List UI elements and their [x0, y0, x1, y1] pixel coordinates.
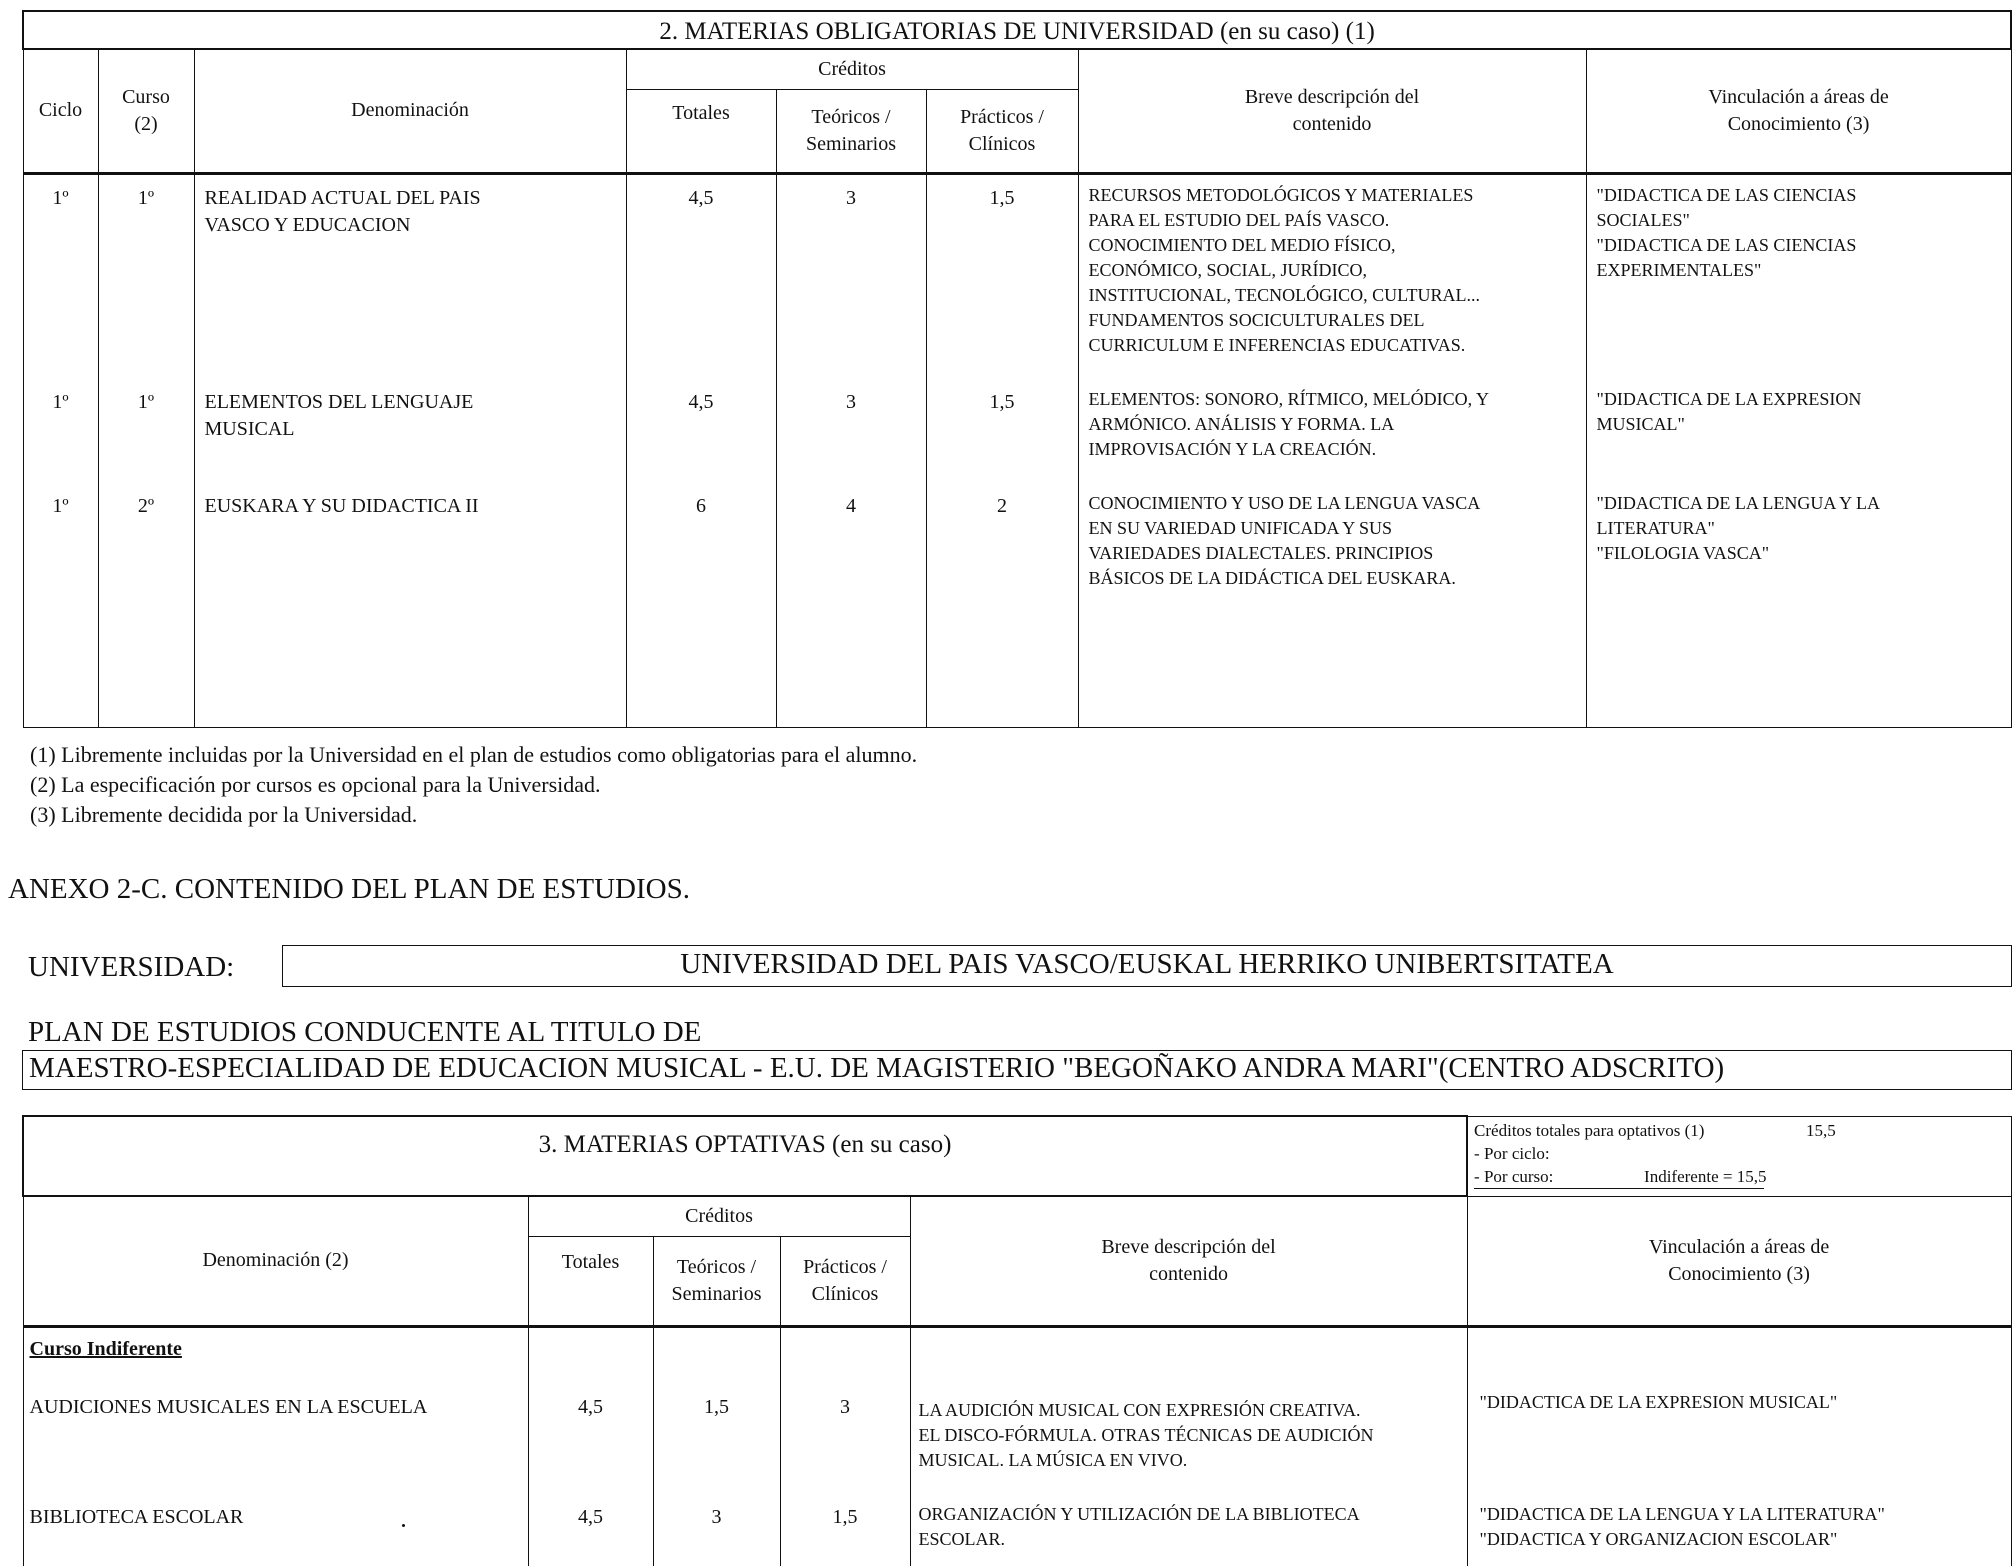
col-totales — [626, 173, 776, 727]
vinculacion-line: SOCIALES" — [1596, 209, 1690, 230]
header-descripcion-line2: contenido — [1292, 112, 1372, 135]
opt-header-practicos — [780, 1236, 910, 1326]
col-curso — [98, 173, 194, 727]
table-row-vinculacion — [1597, 491, 1881, 566]
creditos-totales-label: Créditos totales para optativos (1) — [1474, 1120, 1705, 1140]
footnote-1: (1) Libremente incluidas por la Universidad en el plan de estudios como obligatorias para el alumno. — [30, 742, 918, 767]
creditos-info — [1467, 1116, 2011, 1196]
table-row-curso: 1º — [137, 186, 155, 209]
table-row-descripcion — [1089, 183, 1480, 358]
col-teoricos — [776, 173, 926, 727]
header-teoricos-line1: Teóricos / — [811, 105, 891, 128]
header-practicos-line2: Clínicos — [968, 132, 1036, 155]
header-totales: Totales — [626, 89, 776, 173]
header-curso-line2: (2) — [134, 112, 158, 135]
vinculacion-line: "DIDACTICA DE LA LENGUA Y LA — [1596, 492, 1880, 513]
table-row-totales: 4,5 — [578, 1395, 603, 1418]
vinculacion-line: "DIDACTICA DE LA EXPRESION — [1596, 388, 1862, 409]
descripcion-line: CONOCIMIENTO Y USO DE LA LENGUA VASCA — [1088, 492, 1481, 513]
group-label: Curso Indiferente — [29, 1337, 182, 1360]
table-row-descripcion — [919, 1398, 1374, 1473]
universidad-label: UNIVERSIDAD: — [28, 951, 235, 983]
footnote-3: (3) Libremente decidida por la Universidad. — [30, 802, 418, 827]
header-teoricos — [776, 89, 926, 173]
table-row-curso: 1º — [137, 390, 155, 413]
header-curso-line1: Curso — [122, 85, 170, 108]
vinculacion-line: "FILOLOGIA VASCA" — [1596, 542, 1770, 563]
table-row-ciclo: 1º — [52, 494, 69, 517]
opt-header-descripcion-line1: Breve descripción del — [1101, 1235, 1276, 1258]
creditos-totales-line — [1474, 1119, 2005, 1142]
header-teoricos-line2: Seminarios — [806, 132, 896, 155]
descripcion-line: ELEMENTOS: SONORO, RÍTMICO, MELÓDICO, Y — [1088, 388, 1489, 409]
opt-col-vinculacion — [1467, 1326, 2011, 1566]
table-row-curso: 2º — [137, 494, 155, 517]
opt-header-practicos-line1: Prácticos / — [803, 1255, 887, 1278]
table-row-totales: 6 — [696, 494, 706, 517]
denominacion-line: MUSICAL — [204, 417, 295, 440]
opt-header-creditos: Créditos — [528, 1196, 910, 1236]
table-row-teoricos: 3 — [846, 390, 856, 413]
plan-value-box — [22, 1050, 2012, 1090]
opt-header-totales: Totales — [528, 1236, 653, 1326]
denominacion-line: REALIDAD ACTUAL DEL PAIS — [204, 186, 481, 209]
opt-header-vinculacion-line2: Conocimiento (3) — [1668, 1262, 1810, 1285]
vinculacion-line: "DIDACTICA DE LAS CIENCIAS — [1596, 234, 1857, 255]
plan-value: MAESTRO-ESPECIALIDAD DE EDUCACION MUSICAL - E.U. DE MAGISTERIO "BEGOÑAKO ANDRA MARI"(CENTRO ADSCRITO) — [29, 1052, 1725, 1084]
table-row-denominacion — [205, 493, 479, 520]
header-practicos — [926, 89, 1078, 173]
descripcion-line: PARA EL ESTUDIO DEL PAÍS VASCO. — [1088, 209, 1390, 230]
vinculacion-line: "DIDACTICA DE LA EXPRESION MUSICAL" — [1479, 1391, 1838, 1412]
descripcion-line: ECONÓMICO, SOCIAL, JURÍDICO, — [1088, 259, 1368, 280]
header-descripcion — [1078, 49, 1586, 173]
table-row-vinculacion — [1597, 183, 1857, 283]
por-curso-label: - Por curso: — [1474, 1166, 1554, 1186]
descripcion-line: BÁSICOS DE LA DIDÁCTICA DEL EUSKARA. — [1088, 567, 1456, 588]
table-row-denominacion: BIBLIOTECA ESCOLAR — [29, 1505, 244, 1528]
opt-col-descripcion — [910, 1326, 1467, 1566]
denominacion-line: ELEMENTOS DEL LENGUAJE — [204, 390, 474, 413]
table-row-ciclo: 1º — [52, 390, 69, 413]
opt-header-teoricos-line1: Teóricos / — [676, 1255, 757, 1278]
table-row-practicos: 3 — [840, 1395, 850, 1418]
opt-col-totales — [528, 1326, 653, 1566]
descripcion-line: CURRICULUM E INFERENCIAS EDUCATIVAS. — [1088, 334, 1466, 355]
descripcion-line: ARMÓNICO. ANÁLISIS Y FORMA. LA — [1088, 413, 1395, 434]
creditos-totales-value: 15,5 — [1806, 1120, 1836, 1140]
table-row-vinculacion — [1480, 1390, 1838, 1415]
plan-label: PLAN DE ESTUDIOS CONDUCENTE AL TITULO DE — [28, 1016, 702, 1048]
table2-body — [23, 173, 2011, 727]
ink-dot — [402, 1524, 405, 1527]
por-curso-line — [1474, 1165, 1767, 1189]
opt-header-practicos-line2: Clínicos — [811, 1282, 879, 1305]
header-vinculacion-line1: Vinculación a áreas de — [1708, 85, 1889, 108]
descripcion-line: ORGANIZACIÓN Y UTILIZACIÓN DE LA BIBLIOTECA — [918, 1503, 1360, 1524]
vinculacion-line: "DIDACTICA DE LAS CIENCIAS — [1596, 184, 1857, 205]
col-denominacion — [194, 173, 626, 727]
footnote-2: (2) La especificación por cursos es opcional para la Universidad. — [30, 772, 601, 797]
descripcion-line: FUNDAMENTOS SOCICULTURALES DEL — [1088, 309, 1425, 330]
opt-header-teoricos-line2: Seminarios — [671, 1282, 762, 1305]
opt-header-descripcion — [910, 1196, 1467, 1326]
header-vinculacion-line2: Conocimiento (3) — [1727, 112, 1870, 135]
descripcion-line: ESCOLAR. — [918, 1528, 1006, 1549]
table-materias-obligatorias — [22, 10, 2012, 728]
opt-col-teoricos — [653, 1326, 780, 1566]
table-row-totales: 4,5 — [688, 186, 714, 209]
opt-header-vinculacion — [1467, 1196, 2011, 1326]
vinculacion-line: LITERATURA" — [1596, 517, 1715, 538]
universidad-value-box — [282, 945, 2012, 987]
col-descripcion — [1078, 173, 1586, 727]
descripcion-line: INSTITUCIONAL, TECNOLÓGICO, CULTURAL... — [1088, 284, 1480, 305]
table-row-practicos: 1,5 — [989, 186, 1015, 209]
col-ciclo — [23, 173, 98, 727]
opt-header-vinculacion-line1: Vinculación a áreas de — [1648, 1235, 1830, 1258]
table-row-denominacion — [205, 389, 474, 443]
header-practicos-line1: Prácticos / — [960, 105, 1044, 128]
denominacion-line: EUSKARA Y SU DIDACTICA II — [204, 494, 479, 517]
table-row-practicos: 1,5 — [832, 1505, 858, 1528]
opt-col-practicos — [780, 1326, 910, 1566]
table-row-practicos: 1,5 — [989, 390, 1015, 413]
footnotes — [30, 740, 917, 830]
table-row-ciclo: 1º — [52, 186, 69, 209]
por-curso-value: Indiferente = 15,5 — [1644, 1166, 1767, 1186]
table-row-descripcion — [919, 1502, 1360, 1552]
header-vinculacion — [1586, 49, 2011, 173]
table-row-practicos: 2 — [997, 494, 1007, 517]
opt-header-denominacion: Denominación (2) — [23, 1196, 528, 1326]
descripcion-line: CONOCIMIENTO DEL MEDIO FÍSICO, — [1088, 234, 1396, 255]
vinculacion-line: "DIDACTICA Y ORGANIZACION ESCOLAR" — [1479, 1528, 1838, 1549]
header-ciclo: Ciclo — [23, 49, 98, 173]
table2-title: 2. MATERIAS OBLIGATORIAS DE UNIVERSIDAD (en su caso) (1) — [23, 11, 2011, 49]
denominacion-line: VASCO Y EDUCACION — [204, 213, 411, 236]
por-ciclo-line: - Por ciclo: — [1474, 1143, 1550, 1163]
descripcion-line: VARIEDADES DIALECTALES. PRINCIPIOS — [1088, 542, 1434, 563]
table-row-teoricos: 4 — [846, 494, 856, 517]
table-row-descripcion — [1089, 387, 1490, 462]
table-row-totales: 4,5 — [578, 1505, 603, 1528]
vinculacion-line: EXPERIMENTALES" — [1596, 259, 1762, 280]
opt-col-denominacion — [23, 1326, 528, 1566]
descripcion-line: EL DISCO-FÓRMULA. OTRAS TÉCNICAS DE AUDICIÓN — [918, 1424, 1374, 1445]
table3-body — [23, 1326, 2011, 1566]
table-row-totales: 4,5 — [688, 390, 714, 413]
descripcion-line: IMPROVISACIÓN Y LA CREACIÓN. — [1088, 438, 1377, 459]
opt-header-teoricos — [653, 1236, 780, 1326]
table-materias-optativas — [22, 1115, 2012, 1566]
table-row-denominacion: AUDICIONES MUSICALES EN LA ESCUELA — [29, 1395, 428, 1418]
table3-title: 3. MATERIAS OPTATIVAS (en su caso) — [23, 1116, 1467, 1196]
descripcion-line: MUSICAL. LA MÚSICA EN VIVO. — [918, 1449, 1188, 1470]
descripcion-line: EN SU VARIEDAD UNIFICADA Y SUS — [1088, 517, 1393, 538]
vinculacion-line: MUSICAL" — [1596, 413, 1685, 434]
opt-header-descripcion-line2: contenido — [1149, 1262, 1228, 1285]
descripcion-line: LA AUDICIÓN MUSICAL CON EXPRESIÓN CREATIVA. — [918, 1399, 1361, 1420]
header-denominacion: Denominación — [194, 49, 626, 173]
table-row-descripcion — [1089, 491, 1481, 591]
col-vinculacion — [1586, 173, 2011, 727]
vinculacion-line: "DIDACTICA DE LA LENGUA Y LA LITERATURA" — [1479, 1503, 1885, 1524]
universidad-value: UNIVERSIDAD DEL PAIS VASCO/EUSKAL HERRIKO UNIBERTSITATEA — [680, 948, 1614, 980]
col-practicos — [926, 173, 1078, 727]
header-descripcion-line1: Breve descripción del — [1244, 85, 1420, 108]
header-creditos: Créditos — [626, 49, 1078, 89]
descripcion-line: RECURSOS METODOLÓGICOS Y MATERIALES — [1088, 184, 1474, 205]
table-row-vinculacion — [1480, 1502, 1885, 1552]
table-row-teoricos: 3 — [846, 186, 856, 209]
header-curso — [98, 49, 194, 173]
table-row-teoricos: 1,5 — [704, 1395, 729, 1418]
table-row-vinculacion — [1597, 387, 1862, 437]
table-row-teoricos: 3 — [711, 1505, 722, 1528]
table-row-denominacion — [205, 185, 481, 239]
anexo-title: ANEXO 2-C. CONTENIDO DEL PLAN DE ESTUDIOS. — [8, 873, 690, 905]
